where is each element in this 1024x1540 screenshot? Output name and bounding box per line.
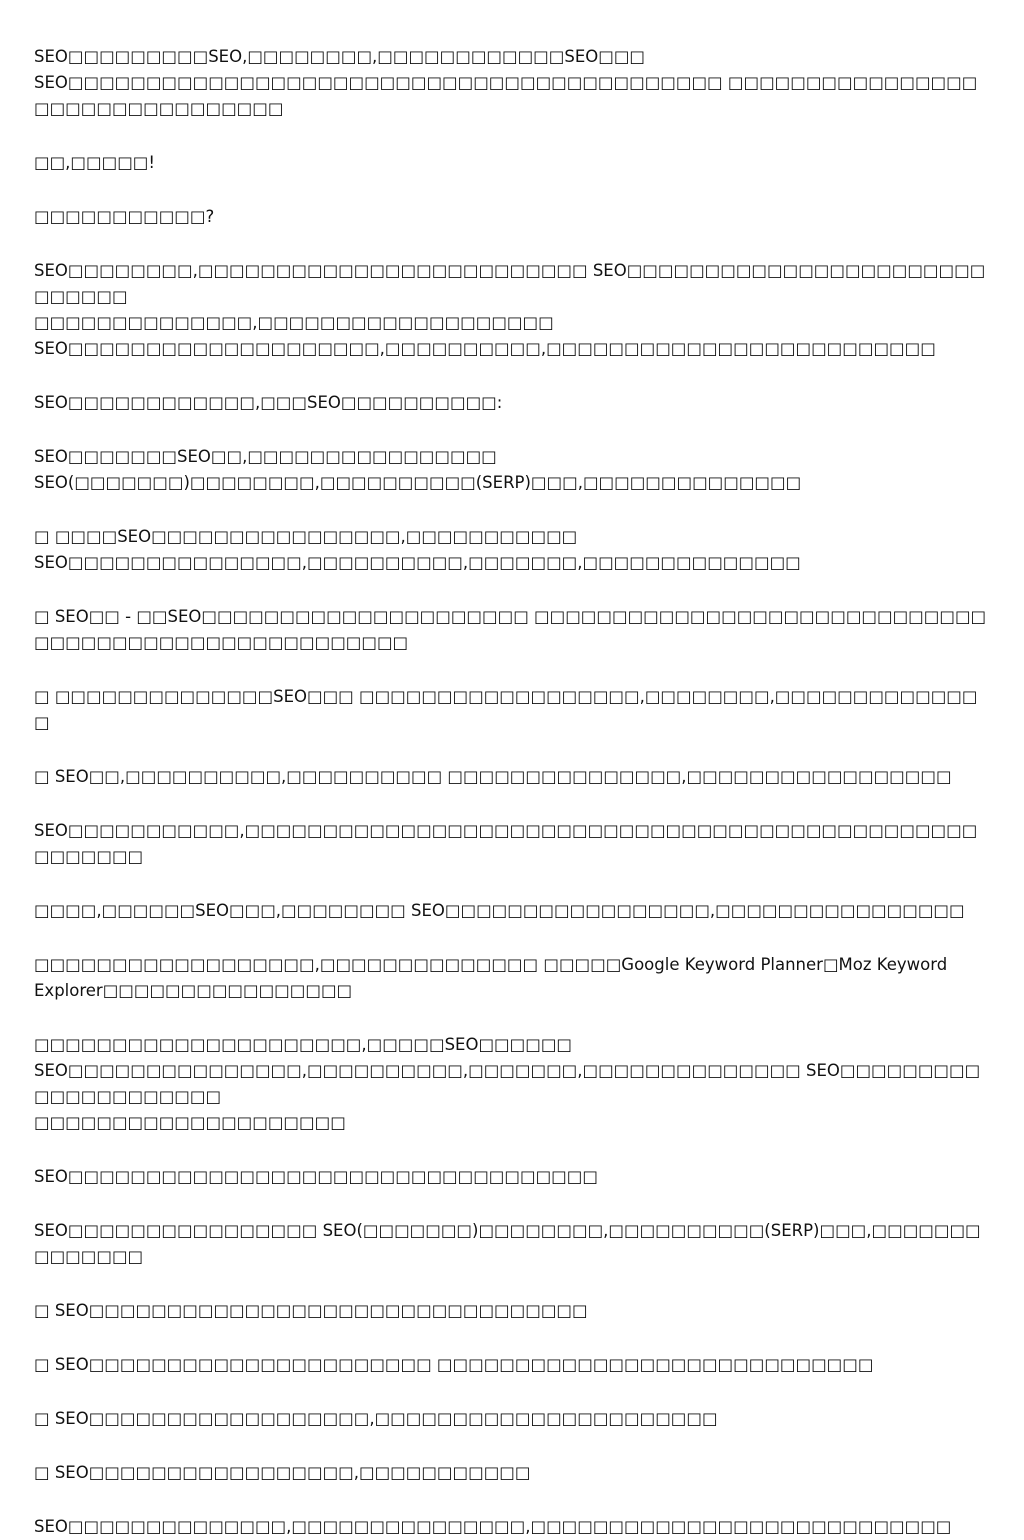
paragraph [34,1352,990,1378]
paragraph [34,1032,990,1136]
paragraph [34,818,990,870]
paragraph [34,898,990,924]
text-line: □ □□□□□□□□□□□□□□SEO□□□ □□□□□□□□□□□□□□□□□□,□□□□□□□□,□□□□□□□□□□□□□□ [34,687,978,732]
text-line: □□□□□□□□□□□□□□,□□□□□□□□□□□□□□□□□□□ [34,313,554,332]
text-line: SEO(□□□□□□□)□□□□□□□□,□□□□□□□□□□(SERP)□□□,□□□□□□□□□□□□□□ [34,473,802,492]
text-line: □□□□□□□□□□□? [34,207,215,226]
text-line: SEO□□□□□□□□□□□□□□□,□□□□□□□□□□,□□□□□□□,□□□□□□□□□□□□□□ SEO□□□□□□□□□□□□□□□□□□□□□ [34,1061,981,1106]
paragraph [34,1218,990,1270]
text-line: □ SEO□□□□□□□□□□□□□□□□□,□□□□□□□□□□□ [34,1463,531,1482]
paragraph [34,1406,990,1432]
text-line: □ SEO□□□□□□□□□□□□□□□□□□□□□□ □□□□□□□□□□□□□□□□□□□□□□□□□□□□ [34,1355,874,1374]
text-line: □□□□□□□□□□□□□□□□□□□□□□□□ [34,633,409,652]
paragraph [34,524,990,576]
text-line: SEO□□□□□□□□□□□□□□□□□□□□□□□□□□□□□□□□□□ [34,1167,598,1186]
text-line: SEO□□□□□□□SEO□□,□□□□□□□□□□□□□□□□ [34,447,497,466]
text-line: SEO□□□□□□□□□□□□□□□,□□□□□□□□□□,□□□□□□□,□□□□□□□□□□□□□□ [34,553,801,572]
text-line: SEO□□□□□□□□□□□,□□□□□□□□□□□□□□□□□□□□□□□□□□□□□□□□□□□□□□□□□□□□□□□□□□□□□□ [34,821,978,866]
text-line: Explorer□□□□□□□□□□□□□□□□ [34,981,353,1000]
paragraph [34,204,990,230]
text-line: SEO□□□□□□□□□□□□,□□□SEO□□□□□□□□□□: [34,393,503,412]
text-line: □ □□□□SEO□□□□□□□□□□□□□□□□,□□□□□□□□□□□ [34,527,578,546]
paragraph [34,684,990,736]
text-line: SEO□□□□□□□□□□□□□□□□□□□□,□□□□□□□□□□,□□□□□□□□□□□□□□□□□□□□□□□□□ [34,339,936,358]
text-line: □ SEO□□□□□□□□□□□□□□□□□□,□□□□□□□□□□□□□□□□□□□□□□ [34,1409,718,1428]
text-line: □□,□□□□□! [34,153,155,172]
paragraph [34,604,990,656]
paragraph [34,44,990,122]
text-line: □ SEO□□□□□□□□□□□□□□□□□□□□□□□□□□□□□□□□ [34,1301,588,1320]
paragraph [34,390,990,416]
text-line: □ SEO□□ - □□SEO□□□□□□□□□□□□□□□□□□□□□ □□□□□□□□□□□□□□□□□□□□□□□□□□□□□ [34,607,987,626]
text-line: SEO□□□□□□□□□SEO,□□□□□□□□,□□□□□□□□□□□□SEO□□□ [34,47,646,66]
paragraph [34,1164,990,1190]
text-line: SEO□□□□□□□□□□□□□□□□□□□□□□□□□□□□□□□□□□□□□□□□□□ □□□□□□□□□□□□□□□□□□□□□□□□□□□□□□□□ [34,73,978,118]
text-line: □□□□□□□□□□□□□□□□□□,□□□□□□□□□□□□□□ □□□□□Google Keyword Planner□Moz Keyword [34,955,948,974]
paragraph [34,150,990,176]
paragraph [34,764,990,790]
paragraph [34,952,990,1004]
paragraph [34,258,990,362]
paragraph [34,1514,990,1540]
text-line: □□□□□□□□□□□□□□□□□□□□□,□□□□□SEO□□□□□□ [34,1035,572,1054]
text-line: □□□□,□□□□□□SEO□□□,□□□□□□□□ SEO□□□□□□□□□□□□□□□□□,□□□□□□□□□□□□□□□□ [34,901,965,920]
text-line: □ SEO□□,□□□□□□□□□□,□□□□□□□□□□ □□□□□□□□□□□□□□□,□□□□□□□□□□□□□□□□□ [34,767,952,786]
paragraph [34,444,990,496]
text-line: SEO□□□□□□□□,□□□□□□□□□□□□□□□□□□□□□□□□□ SEO□□□□□□□□□□□□□□□□□□□□□□□□□□□□□ [34,261,986,306]
text-line: SEO□□□□□□□□□□□□□□□□ SEO(□□□□□□□)□□□□□□□□,□□□□□□□□□□(SERP)□□□,□□□□□□□□□□□□□□ [34,1221,981,1266]
text-line: □□□□□□□□□□□□□□□□□□□□ [34,1113,346,1132]
paragraph [34,1460,990,1486]
paragraph [34,1298,990,1324]
text-line: SEO□□□□□□□□□□□□□□,□□□□□□□□□□□□□□□,□□□□□□□□□□□□□□□□□□□□□□□□□□□ [34,1517,952,1536]
